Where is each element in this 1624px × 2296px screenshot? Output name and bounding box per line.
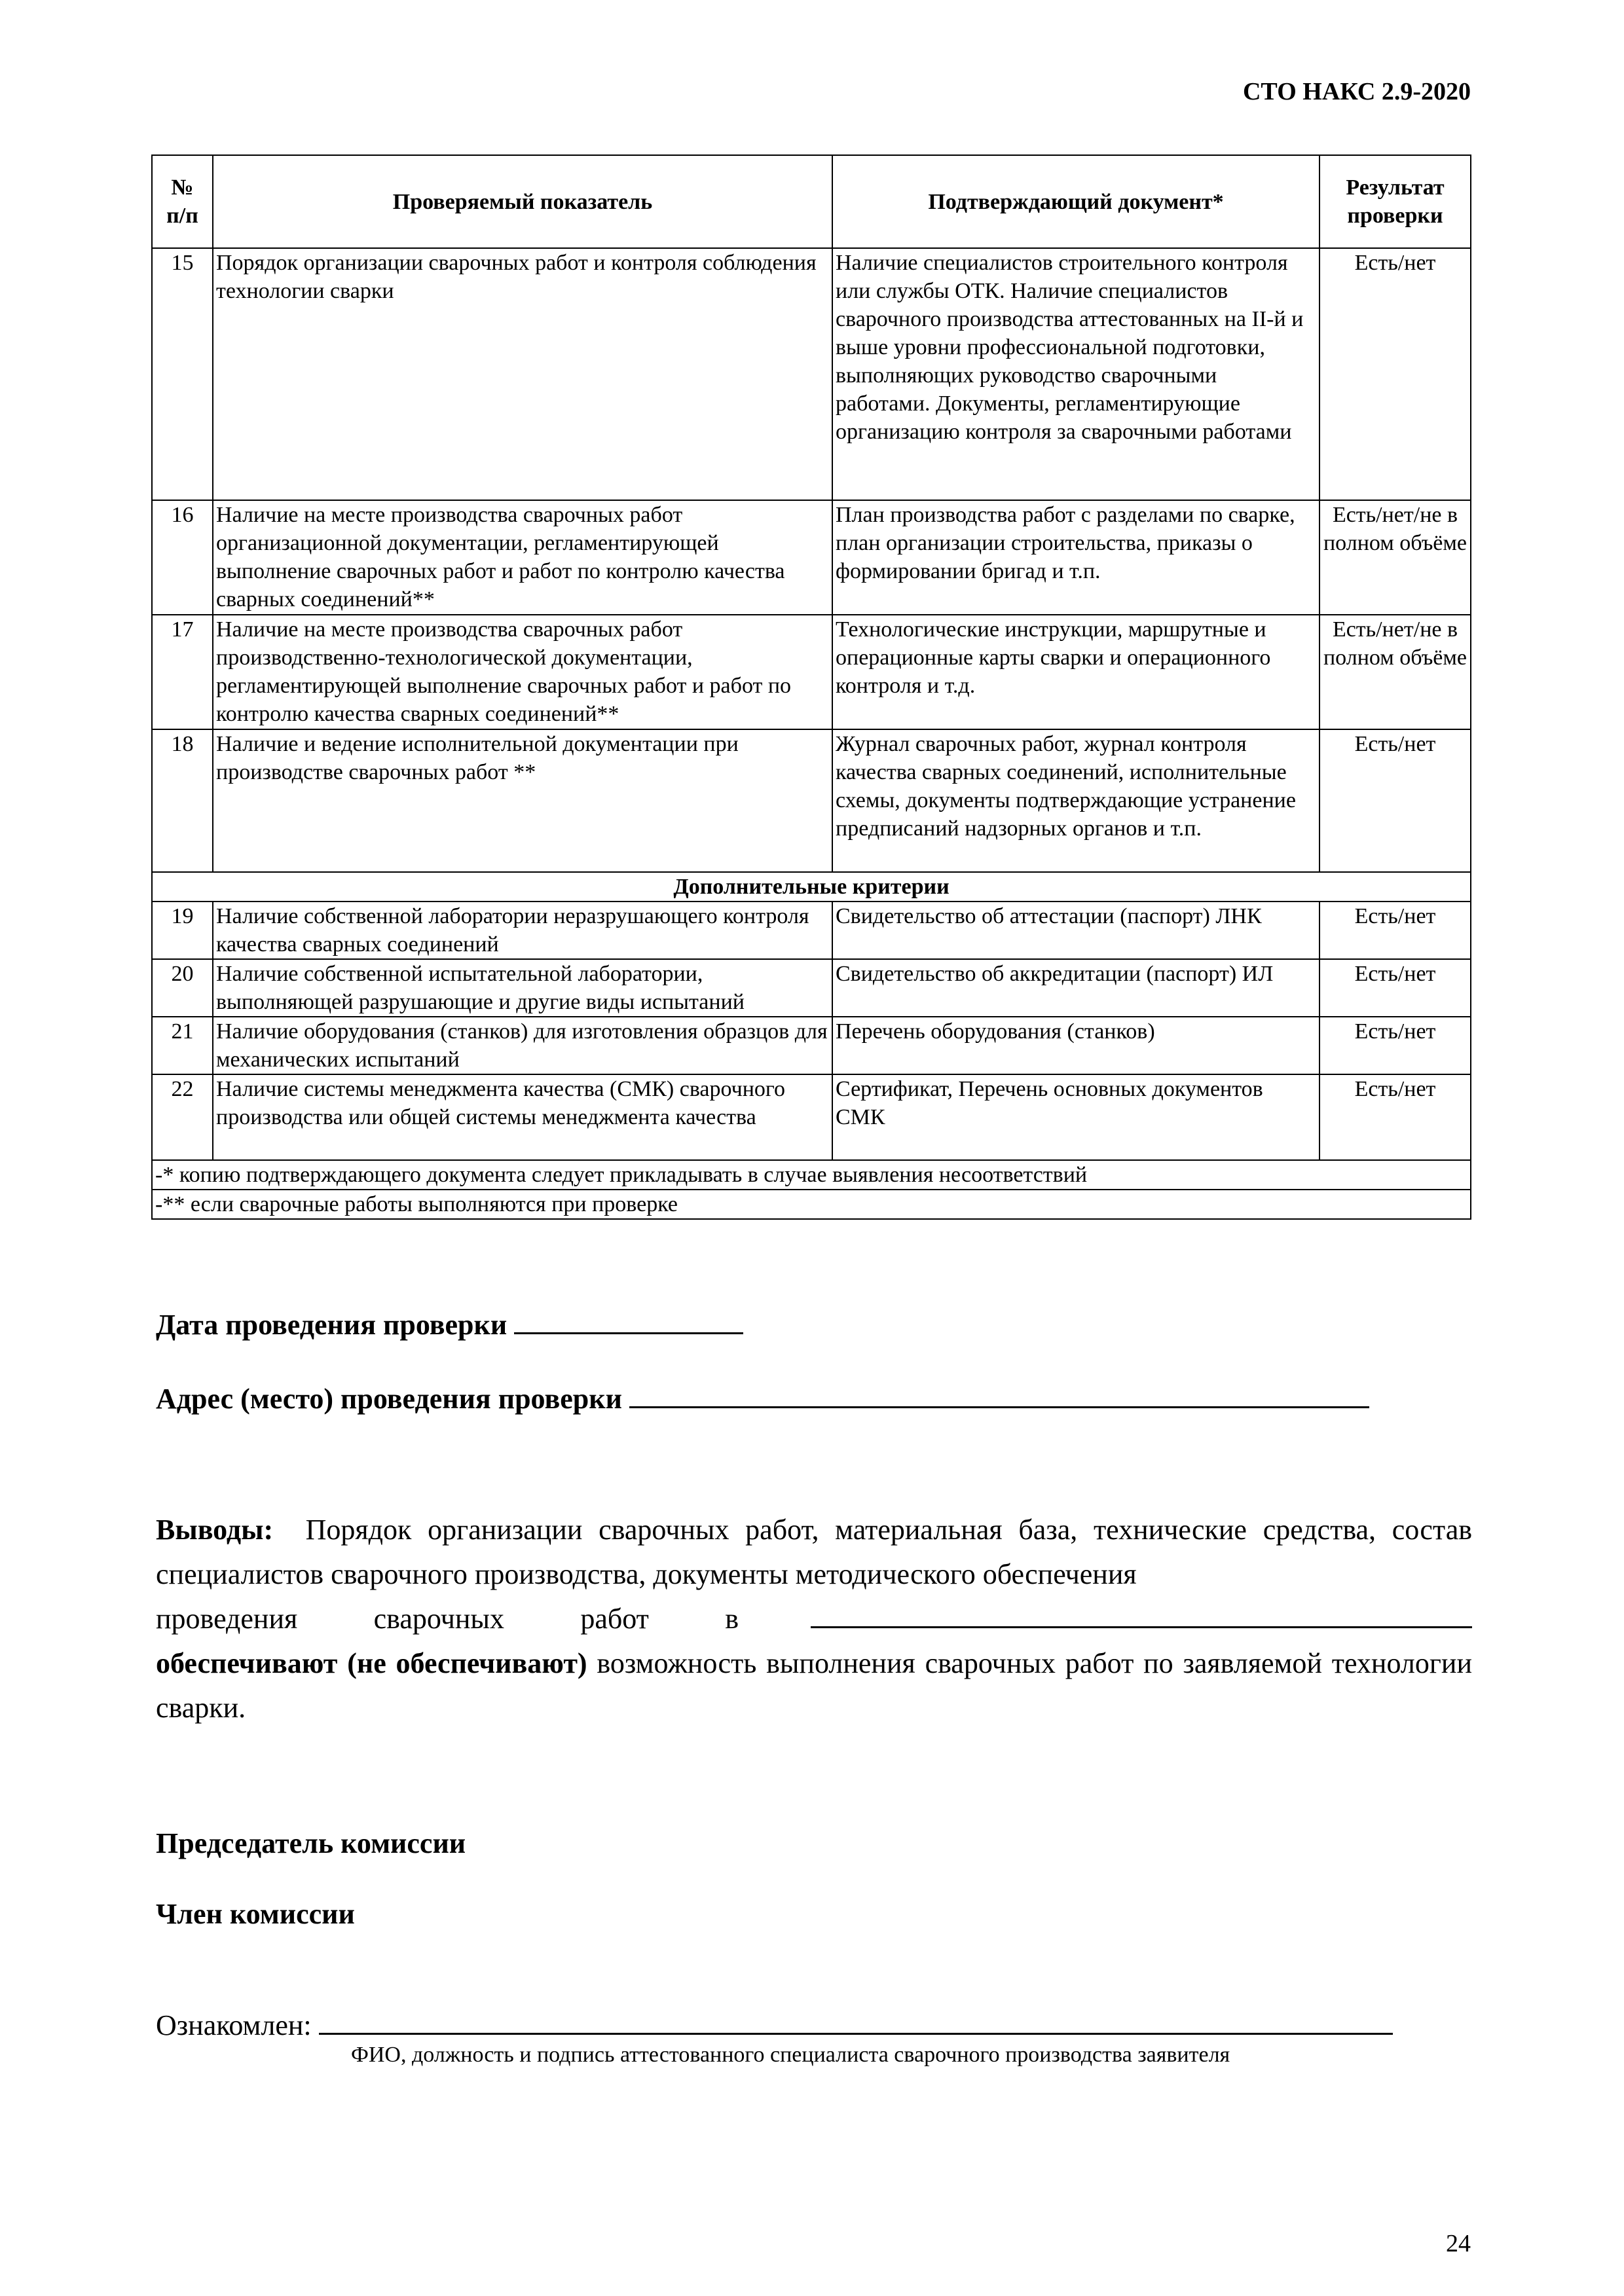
acquainted-line	[156, 2007, 1393, 2042]
conclusions-word: в	[725, 1603, 739, 1635]
footnote: -** если сварочные работы выполняются при проверке	[152, 1190, 1471, 1219]
table-row	[152, 959, 1471, 1017]
row-indicator: Наличие на месте производства сварочных работ организационной документации, регламентирующей выполнение сварочных работ и работ по контролю качества сварных соединений**	[213, 500, 832, 615]
date-label: Дата проведения проверки	[156, 1309, 507, 1341]
row-num: 21	[152, 1017, 213, 1074]
conclusions-text: возможность выполнения сварочных работ по заявляемой технологии сварки.	[156, 1647, 1473, 1724]
row-num: 17	[152, 615, 213, 729]
table-row	[152, 615, 1471, 729]
row-document: Сертификат, Перечень основных документов СМК	[832, 1074, 1320, 1160]
row-result: Есть/нет/не в полном объёме	[1320, 615, 1471, 729]
row-indicator: Наличие собственной лаборатории неразрушающего контроля качества сварных соединений	[213, 902, 832, 959]
row-indicator: Наличие и ведение исполнительной документации при производстве сварочных работ **	[213, 729, 832, 872]
row-result: Есть/нет	[1320, 959, 1471, 1017]
conclusions-verdict: обеспечивают (не обеспечивают)	[156, 1647, 587, 1679]
document-code: СТО НАКС 2.9-2020	[1242, 78, 1471, 105]
header-result: Результат проверки	[1320, 155, 1471, 248]
acquainted-label: Ознакомлен:	[156, 2009, 312, 2041]
conclusions-word: работ	[580, 1603, 649, 1635]
row-num: 19	[152, 902, 213, 959]
conclusions-fill-row	[156, 1597, 1472, 1641]
date-field[interactable]	[514, 1306, 743, 1334]
section-row	[152, 872, 1471, 902]
acquainted-field[interactable]	[319, 2007, 1393, 2035]
header-document: Подтверждающий документ*	[832, 155, 1320, 248]
conclusions-word: проведения	[156, 1603, 298, 1635]
conclusions	[156, 1508, 1472, 1730]
row-result: Есть/нет	[1320, 1074, 1471, 1160]
header-num: № п/п	[152, 155, 213, 248]
row-indicator: Наличие собственной испытательной лаборатории, выполняющей разрушающие и другие виды испытаний	[213, 959, 832, 1017]
conclusions-label: Выводы:	[156, 1514, 274, 1546]
conclusions-word: сварочных	[373, 1603, 504, 1635]
member-label: Член комиссии	[156, 1898, 355, 1930]
row-num: 15	[152, 248, 213, 500]
inspection-table	[151, 155, 1471, 1220]
row-document: Наличие специалистов строительного контроля или службы ОТК. Наличие специалистов сварочного производства аттестованных на II-й и выше уровни профессиональной подготовки, выполняющих руководство сварочными работами. Документы, регламентирующие организацию контроля за сварочными работами	[832, 248, 1320, 500]
note-row	[152, 1190, 1471, 1219]
footnote: -* копию подтверждающего документа следует прикладывать в случае выявления несоответствий	[152, 1160, 1471, 1190]
row-result: Есть/нет	[1320, 902, 1471, 959]
table-row	[152, 1074, 1471, 1160]
row-result: Есть/нет	[1320, 248, 1471, 500]
inspection-date-line	[156, 1306, 743, 1341]
acquainted-caption: ФИО, должность и подпись аттестованного специалиста сварочного производства заявителя	[351, 2043, 1230, 2067]
conclusions-paragraph	[156, 1508, 1472, 1597]
row-document: Журнал сварочных работ, журнал контроля качества сварных соединений, исполнительные схемы, документы подтверждающие устранение предписаний надзорных органов и т.п.	[832, 729, 1320, 872]
page-number: 24	[1446, 2230, 1471, 2257]
row-num: 20	[152, 959, 213, 1017]
header-indicator: Проверяемый показатель	[213, 155, 832, 248]
inspection-address-line	[156, 1380, 1369, 1415]
row-indicator: Наличие на месте производства сварочных работ производственно-технологической документации, регламентирующей выполнение сварочных работ и работ по контролю качества сварных соединений**	[213, 615, 832, 729]
conclusions-field[interactable]	[811, 1600, 1472, 1628]
row-indicator: Наличие системы менеджмента качества (СМК) сварочного производства или общей системы менеджмента качества	[213, 1074, 832, 1160]
conclusions-text: Порядок организации сварочных работ, материальная база, технические средства, состав специалистов сварочного производства, документы методического обеспечения	[156, 1514, 1472, 1590]
note-row	[152, 1160, 1471, 1190]
address-label: Адрес (место) проведения проверки	[156, 1383, 622, 1415]
row-num: 22	[152, 1074, 213, 1160]
row-indicator: Порядок организации сварочных работ и контроля соблюдения технологии сварки	[213, 248, 832, 500]
row-result: Есть/нет/не в полном объёме	[1320, 500, 1471, 615]
table-row	[152, 729, 1471, 872]
row-result: Есть/нет	[1320, 1017, 1471, 1074]
row-num: 16	[152, 500, 213, 615]
table-header-row	[152, 155, 1471, 248]
table-row	[152, 248, 1471, 500]
table-row	[152, 902, 1471, 959]
row-document: Свидетельство об аттестации (паспорт) ЛНК	[832, 902, 1320, 959]
row-num: 18	[152, 729, 213, 872]
row-result: Есть/нет	[1320, 729, 1471, 872]
address-field[interactable]	[629, 1380, 1369, 1408]
row-document: Свидетельство об аккредитации (паспорт) ИЛ	[832, 959, 1320, 1017]
row-document: План производства работ с разделами по сварке, план организации строительства, приказы о формировании бригад и т.п.	[832, 500, 1320, 615]
table-row	[152, 500, 1471, 615]
row-indicator: Наличие оборудования (станков) для изготовления образцов для механических испытаний	[213, 1017, 832, 1074]
row-document: Перечень оборудования (станков)	[832, 1017, 1320, 1074]
conclusions-paragraph	[156, 1641, 1472, 1730]
row-document: Технологические инструкции, маршрутные и операционные карты сварки и операционного контроля и т.д.	[832, 615, 1320, 729]
chairman-label: Председатель комиссии	[156, 1827, 466, 1859]
section-title: Дополнительные критерии	[152, 872, 1471, 902]
table-row	[152, 1017, 1471, 1074]
